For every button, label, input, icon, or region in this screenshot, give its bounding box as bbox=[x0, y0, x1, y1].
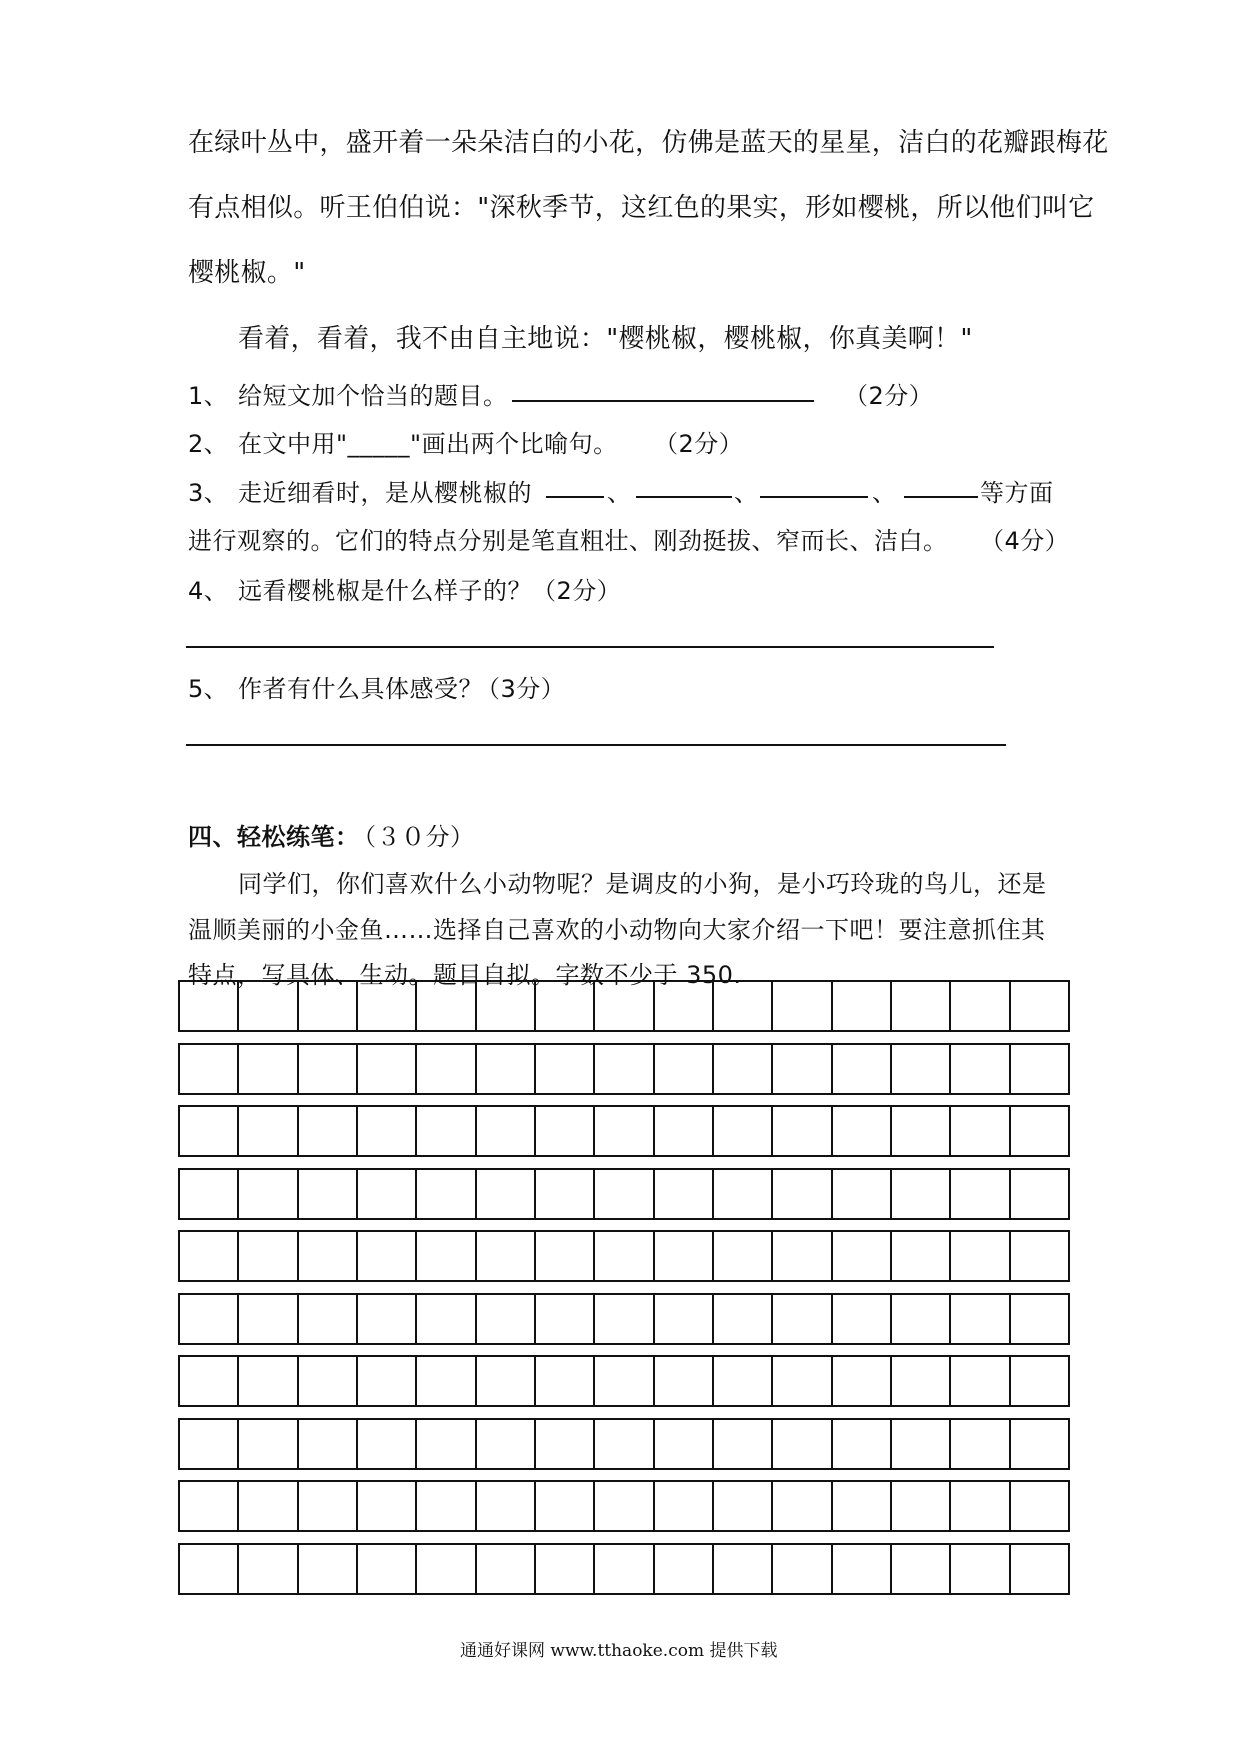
q4-score: （2分） bbox=[532, 577, 622, 605]
grid-cell[interactable] bbox=[892, 1295, 951, 1343]
q2-text: 在文中用"_____"画出两个比喻句。 bbox=[238, 430, 618, 458]
q3-separator-1: 、 bbox=[607, 479, 632, 507]
grid-cell[interactable] bbox=[536, 1357, 595, 1405]
grid-cell[interactable] bbox=[477, 1295, 536, 1343]
q3-score: （4分） bbox=[980, 527, 1070, 555]
grid-cell[interactable] bbox=[417, 982, 476, 1030]
q5-text: 作者有什么具体感受？ bbox=[238, 675, 483, 703]
q3-blank-3[interactable] bbox=[760, 496, 868, 498]
grid-cell[interactable] bbox=[358, 1545, 417, 1593]
grid-cell[interactable] bbox=[951, 1545, 1010, 1593]
grid-cell[interactable] bbox=[655, 1170, 714, 1218]
section4-prompt-line-2: 温顺美丽的小金鱼……选择自己喜欢的小动物向大家介绍一下吧！要注意抓住其 bbox=[188, 916, 1046, 944]
grid-cell[interactable] bbox=[655, 1545, 714, 1593]
grid-cell[interactable] bbox=[655, 1420, 714, 1468]
grid-cell[interactable] bbox=[595, 1045, 654, 1093]
grid-cell[interactable] bbox=[951, 1295, 1010, 1343]
grid-cell[interactable] bbox=[358, 1420, 417, 1468]
grid-cell[interactable] bbox=[833, 1357, 892, 1405]
grid-cell[interactable] bbox=[595, 1545, 654, 1593]
grid-cell[interactable] bbox=[180, 1545, 239, 1593]
grid-cell[interactable] bbox=[773, 1045, 832, 1093]
grid-cell[interactable] bbox=[833, 1107, 892, 1155]
passage-line-2: 有点相似。听王伯伯说："深秋季节，这红色的果实，形如樱桃，所以他们叫它 bbox=[188, 193, 1095, 223]
grid-cell[interactable] bbox=[180, 1420, 239, 1468]
grid-cell[interactable] bbox=[655, 1482, 714, 1530]
grid-cell[interactable] bbox=[1011, 1482, 1068, 1530]
grid-cell[interactable] bbox=[951, 982, 1010, 1030]
grid-cell[interactable] bbox=[477, 1420, 536, 1468]
grid-cell[interactable] bbox=[595, 982, 654, 1030]
grid-cell[interactable] bbox=[773, 1107, 832, 1155]
q4-text: 远看樱桃椒是什么样子的？ bbox=[238, 577, 532, 605]
grid-cell[interactable] bbox=[714, 1420, 773, 1468]
grid-cell[interactable] bbox=[951, 1045, 1010, 1093]
grid-cell[interactable] bbox=[417, 1420, 476, 1468]
grid-cell[interactable] bbox=[714, 982, 773, 1030]
grid-cell[interactable] bbox=[892, 1545, 951, 1593]
grid-cell[interactable] bbox=[773, 1232, 832, 1280]
passage-line-4: 看着，看着，我不由自主地说："樱桃椒，樱桃椒，你真美啊！" bbox=[238, 324, 973, 354]
grid-cell[interactable] bbox=[833, 1482, 892, 1530]
grid-cell[interactable] bbox=[536, 1295, 595, 1343]
grid-cell[interactable] bbox=[180, 1107, 239, 1155]
grid-cell[interactable] bbox=[655, 982, 714, 1030]
grid-cell[interactable] bbox=[180, 1482, 239, 1530]
grid-cell[interactable] bbox=[595, 1357, 654, 1405]
grid-cell[interactable] bbox=[299, 1045, 358, 1093]
grid-cell[interactable] bbox=[239, 1545, 298, 1593]
grid-cell[interactable] bbox=[299, 1482, 358, 1530]
grid-cell[interactable] bbox=[477, 1045, 536, 1093]
grid-cell[interactable] bbox=[773, 1295, 832, 1343]
grid-cell[interactable] bbox=[536, 982, 595, 1030]
grid-cell[interactable] bbox=[1011, 1357, 1068, 1405]
grid-cell[interactable] bbox=[714, 1482, 773, 1530]
grid-row bbox=[178, 980, 1070, 1032]
grid-cell[interactable] bbox=[477, 1357, 536, 1405]
grid-cell[interactable] bbox=[536, 1045, 595, 1093]
grid-cell[interactable] bbox=[951, 1107, 1010, 1155]
q5-number: 5、 bbox=[188, 675, 229, 703]
grid-cell[interactable] bbox=[595, 1170, 654, 1218]
grid-cell[interactable] bbox=[299, 1545, 358, 1593]
grid-cell[interactable] bbox=[180, 1045, 239, 1093]
grid-cell[interactable] bbox=[1011, 1045, 1068, 1093]
grid-cell[interactable] bbox=[477, 1232, 536, 1280]
grid-cell[interactable] bbox=[417, 1482, 476, 1530]
grid-cell[interactable] bbox=[1011, 1107, 1068, 1155]
grid-cell[interactable] bbox=[833, 1295, 892, 1343]
grid-cell[interactable] bbox=[714, 1545, 773, 1593]
grid-cell[interactable] bbox=[773, 1170, 832, 1218]
grid-cell[interactable] bbox=[239, 1232, 298, 1280]
section4-score: （３０分） bbox=[352, 823, 475, 851]
grid-cell[interactable] bbox=[951, 1357, 1010, 1405]
grid-cell[interactable] bbox=[358, 1232, 417, 1280]
grid-cell[interactable] bbox=[239, 982, 298, 1030]
grid-cell[interactable] bbox=[892, 1232, 951, 1280]
q1-score: （2分） bbox=[844, 382, 934, 410]
grid-cell[interactable] bbox=[655, 1045, 714, 1093]
grid-cell[interactable] bbox=[180, 982, 239, 1030]
grid-cell[interactable] bbox=[536, 1482, 595, 1530]
grid-cell[interactable] bbox=[180, 1357, 239, 1405]
grid-cell[interactable] bbox=[239, 1482, 298, 1530]
q2-score: （2分） bbox=[654, 430, 744, 458]
grid-cell[interactable] bbox=[655, 1357, 714, 1405]
grid-cell[interactable] bbox=[892, 1420, 951, 1468]
grid-cell[interactable] bbox=[951, 1482, 1010, 1530]
q3-blank-1[interactable] bbox=[546, 496, 604, 498]
grid-cell[interactable] bbox=[358, 1107, 417, 1155]
q1-number: 1、 bbox=[188, 382, 229, 410]
grid-cell[interactable] bbox=[951, 1420, 1010, 1468]
grid-cell[interactable] bbox=[417, 1045, 476, 1093]
grid-cell[interactable] bbox=[773, 1357, 832, 1405]
grid-cell[interactable] bbox=[714, 1045, 773, 1093]
q3-separator-2: 、 bbox=[734, 479, 759, 507]
grid-cell[interactable] bbox=[417, 1545, 476, 1593]
passage-line-1: 在绿叶丛中，盛开着一朵朵洁白的小花，仿佛是蓝天的星星，洁白的花瓣跟梅花 bbox=[188, 128, 1109, 158]
grid-cell[interactable] bbox=[892, 1170, 951, 1218]
footer-text: 通通好课网 www.tthaoke.com 提供下载 bbox=[460, 1641, 778, 1661]
grid-row bbox=[178, 1230, 1070, 1282]
grid-row bbox=[178, 1105, 1070, 1157]
grid-cell[interactable] bbox=[892, 1045, 951, 1093]
grid-cell[interactable] bbox=[299, 982, 358, 1030]
grid-cell[interactable] bbox=[1011, 1232, 1068, 1280]
grid-cell[interactable] bbox=[833, 1545, 892, 1593]
section4-title: 四、轻松练笔： bbox=[188, 823, 360, 851]
grid-cell[interactable] bbox=[1011, 1295, 1068, 1343]
grid-cell[interactable] bbox=[833, 1232, 892, 1280]
grid-cell[interactable] bbox=[358, 1295, 417, 1343]
grid-cell[interactable] bbox=[773, 1545, 832, 1593]
grid-cell[interactable] bbox=[595, 1295, 654, 1343]
grid-cell[interactable] bbox=[714, 1295, 773, 1343]
grid-cell[interactable] bbox=[358, 1045, 417, 1093]
grid-row bbox=[178, 1293, 1070, 1345]
q2-number: 2、 bbox=[188, 430, 229, 458]
grid-cell[interactable] bbox=[239, 1107, 298, 1155]
grid-cell[interactable] bbox=[655, 1295, 714, 1343]
q4-answer-line[interactable] bbox=[186, 646, 994, 648]
grid-cell[interactable] bbox=[773, 1420, 832, 1468]
grid-row bbox=[178, 1355, 1070, 1407]
grid-cell[interactable] bbox=[239, 1420, 298, 1468]
grid-cell[interactable] bbox=[773, 982, 832, 1030]
grid-cell[interactable] bbox=[299, 1170, 358, 1218]
grid-cell[interactable] bbox=[773, 1482, 832, 1530]
grid-cell[interactable] bbox=[358, 1357, 417, 1405]
grid-row bbox=[178, 1480, 1070, 1532]
q3-line-2: 进行观察的。它们的特点分别是笔直粗壮、刚劲挺拔、窄而长、洁白。 bbox=[188, 527, 948, 555]
grid-cell[interactable] bbox=[358, 982, 417, 1030]
grid-cell[interactable] bbox=[239, 1045, 298, 1093]
section4-prompt-line-3: 特点，写具体、生动。题目自拟。字数不少于 350. bbox=[188, 961, 742, 989]
grid-cell[interactable] bbox=[299, 1295, 358, 1343]
grid-cell[interactable] bbox=[655, 1232, 714, 1280]
grid-cell[interactable] bbox=[299, 1232, 358, 1280]
grid-cell[interactable] bbox=[714, 1357, 773, 1405]
grid-cell[interactable] bbox=[536, 1232, 595, 1280]
grid-cell[interactable] bbox=[595, 1232, 654, 1280]
grid-cell[interactable] bbox=[477, 1482, 536, 1530]
grid-cell[interactable] bbox=[833, 1045, 892, 1093]
grid-cell[interactable] bbox=[536, 1420, 595, 1468]
grid-cell[interactable] bbox=[477, 982, 536, 1030]
grid-cell[interactable] bbox=[951, 1170, 1010, 1218]
q4-number: 4、 bbox=[188, 577, 229, 605]
grid-cell[interactable] bbox=[239, 1357, 298, 1405]
q3-number: 3、 bbox=[188, 479, 229, 507]
passage-line-3: 樱桃椒。" bbox=[188, 258, 306, 288]
grid-cell[interactable] bbox=[180, 1170, 239, 1218]
grid-row bbox=[178, 1543, 1070, 1595]
grid-cell[interactable] bbox=[595, 1482, 654, 1530]
grid-cell[interactable] bbox=[239, 1170, 298, 1218]
section4-prompt-line-1: 同学们，你们喜欢什么小动物呢？是调皮的小狗，是小巧玲珑的鸟儿，还是 bbox=[238, 870, 1047, 898]
grid-cell[interactable] bbox=[833, 982, 892, 1030]
grid-cell[interactable] bbox=[1011, 1545, 1068, 1593]
grid-cell[interactable] bbox=[714, 1232, 773, 1280]
grid-cell[interactable] bbox=[536, 1545, 595, 1593]
grid-cell[interactable] bbox=[536, 1107, 595, 1155]
grid-cell[interactable] bbox=[417, 1357, 476, 1405]
grid-cell[interactable] bbox=[951, 1232, 1010, 1280]
q5-answer-line[interactable] bbox=[186, 744, 1006, 746]
grid-cell[interactable] bbox=[477, 1170, 536, 1218]
grid-cell[interactable] bbox=[833, 1420, 892, 1468]
grid-row bbox=[178, 1168, 1070, 1220]
grid-cell[interactable] bbox=[892, 1482, 951, 1530]
grid-row bbox=[178, 1043, 1070, 1095]
q1-answer-line[interactable] bbox=[512, 400, 814, 402]
grid-cell[interactable] bbox=[1011, 982, 1068, 1030]
q3-separator-3: 、 bbox=[872, 479, 897, 507]
grid-cell[interactable] bbox=[655, 1107, 714, 1155]
grid-cell[interactable] bbox=[417, 1232, 476, 1280]
grid-cell[interactable] bbox=[477, 1545, 536, 1593]
grid-cell[interactable] bbox=[1011, 1420, 1068, 1468]
q1-text: 给短文加个恰当的题目。 bbox=[238, 382, 508, 410]
grid-cell[interactable] bbox=[714, 1107, 773, 1155]
q5-score: （3分） bbox=[476, 675, 566, 703]
grid-cell[interactable] bbox=[892, 982, 951, 1030]
grid-cell[interactable] bbox=[417, 1170, 476, 1218]
grid-cell[interactable] bbox=[714, 1170, 773, 1218]
grid-cell[interactable] bbox=[536, 1170, 595, 1218]
grid-cell[interactable] bbox=[892, 1357, 951, 1405]
q3-blank-4[interactable] bbox=[904, 496, 978, 498]
grid-cell[interactable] bbox=[595, 1420, 654, 1468]
grid-cell[interactable] bbox=[299, 1357, 358, 1405]
grid-cell[interactable] bbox=[299, 1107, 358, 1155]
q3-text-a: 走近细看时，是从樱桃椒的 bbox=[238, 479, 532, 507]
grid-cell[interactable] bbox=[595, 1107, 654, 1155]
grid-cell[interactable] bbox=[239, 1295, 298, 1343]
grid-cell[interactable] bbox=[477, 1107, 536, 1155]
grid-row bbox=[178, 1418, 1070, 1470]
grid-cell[interactable] bbox=[892, 1107, 951, 1155]
grid-cell[interactable] bbox=[358, 1482, 417, 1530]
grid-cell[interactable] bbox=[180, 1295, 239, 1343]
grid-cell[interactable] bbox=[833, 1170, 892, 1218]
grid-cell[interactable] bbox=[299, 1420, 358, 1468]
grid-cell[interactable] bbox=[358, 1170, 417, 1218]
grid-cell[interactable] bbox=[1011, 1170, 1068, 1218]
grid-cell[interactable] bbox=[417, 1107, 476, 1155]
grid-cell[interactable] bbox=[180, 1232, 239, 1280]
q3-text-b: 等方面 bbox=[980, 479, 1054, 507]
q3-blank-2[interactable] bbox=[636, 496, 732, 498]
grid-cell[interactable] bbox=[417, 1295, 476, 1343]
